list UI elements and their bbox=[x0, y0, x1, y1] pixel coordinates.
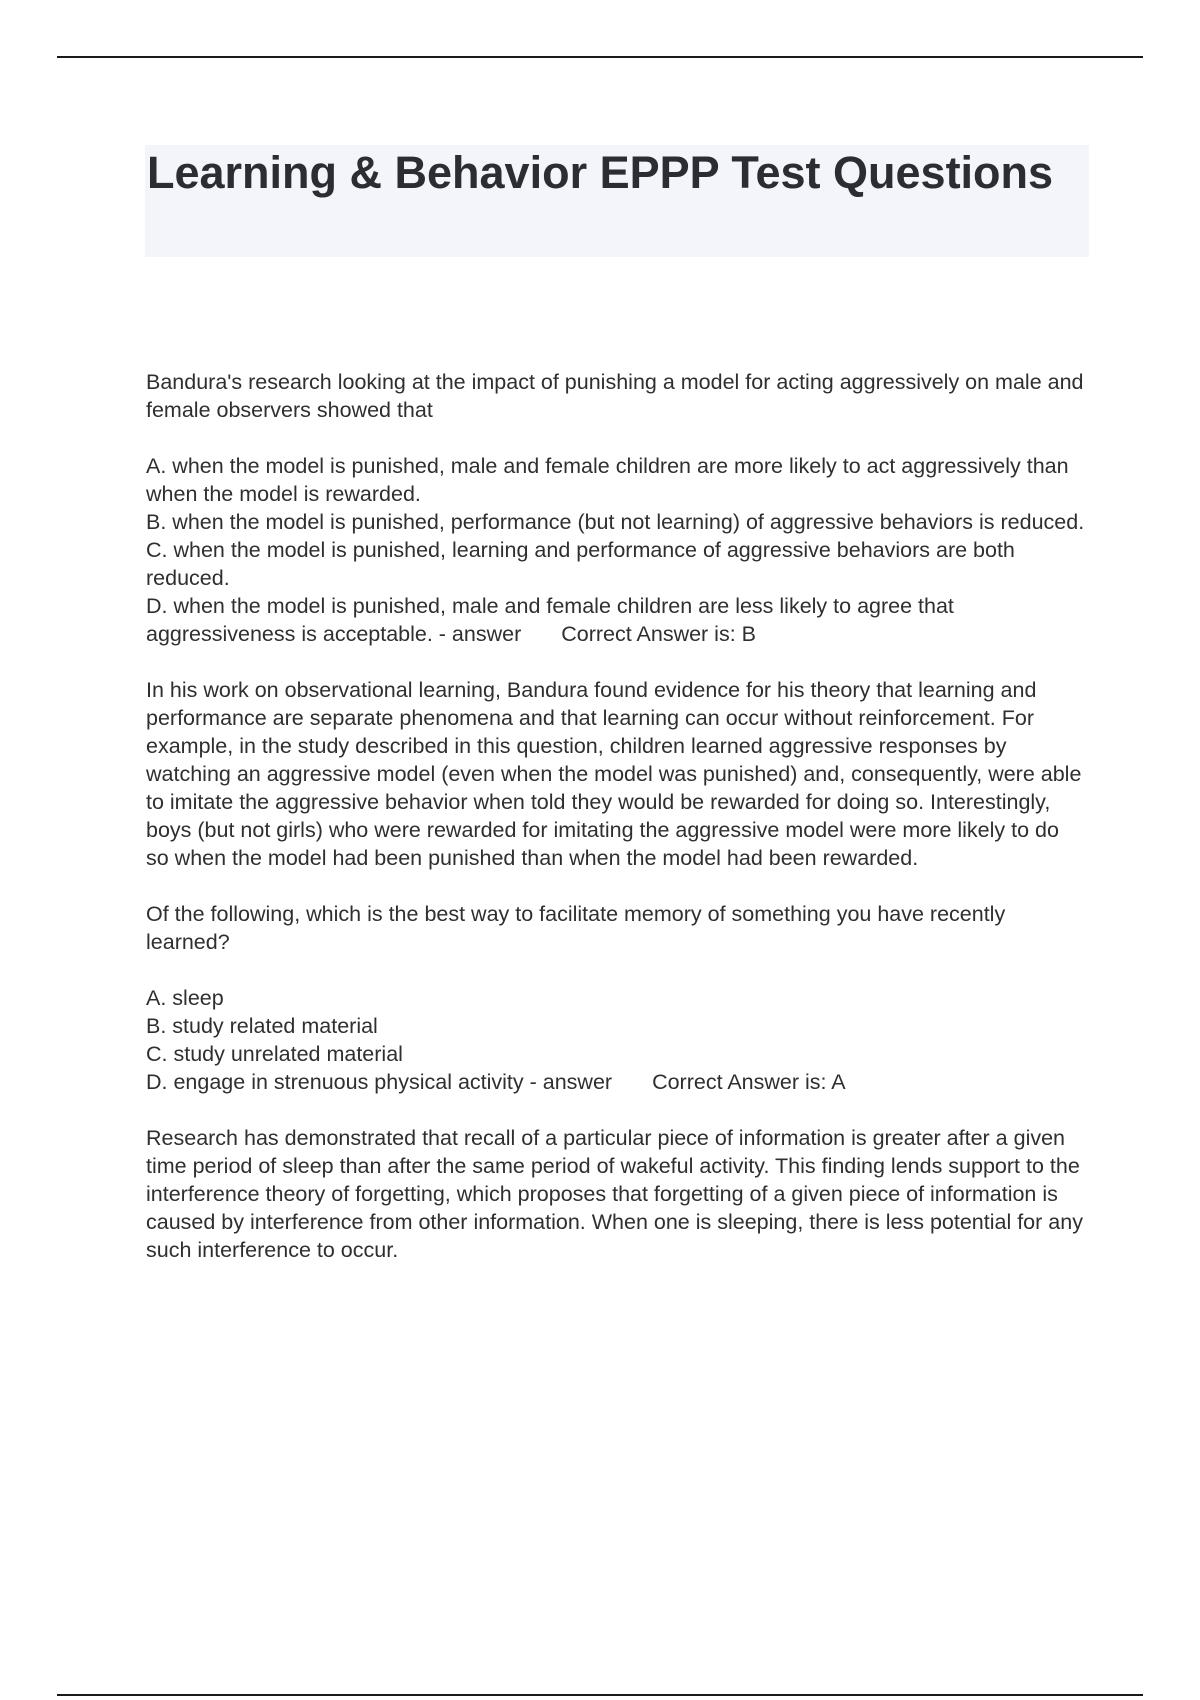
question-text: Bandura's research looking at the impact of punishing a model for acting aggressively on male and female observers showed that bbox=[146, 370, 1084, 422]
option-d-with-answer bbox=[146, 1068, 1086, 1096]
question-text: Of the following, which is the best way to facilitate memory of something you have recently learned? bbox=[146, 902, 1006, 954]
top-divider bbox=[57, 56, 1143, 58]
title-banner bbox=[145, 145, 1089, 257]
bottom-divider bbox=[57, 1694, 1143, 1696]
option-c: C. study unrelated material bbox=[146, 1042, 403, 1066]
option-d: D. engage in strenuous physical activity - answer bbox=[146, 1070, 613, 1094]
question-2 bbox=[146, 900, 1086, 956]
document-title: Learning & Behavior EPPP Test Questions bbox=[147, 147, 1054, 198]
correct-answer: Correct Answer is: B bbox=[561, 622, 756, 646]
option-d: D. when the model is punished, male and female children are less likely to agree that aggressiveness is acceptable. - answer bbox=[146, 594, 954, 646]
option-d-with-answer bbox=[146, 592, 1086, 648]
question-2-options bbox=[146, 984, 1086, 1096]
explanation-1 bbox=[146, 676, 1086, 872]
question-1 bbox=[146, 368, 1086, 424]
option-b: B. when the model is punished, performance (but not learning) of aggressive behaviors is reduced. bbox=[146, 510, 1085, 534]
document-body bbox=[146, 368, 1086, 1292]
explanation-text: Research has demonstrated that recall of a particular piece of information is greater after a given time period of sleep than after the same period of wakeful activity. This finding lends support to the interference theory of forgetting, which proposes that forgetting of a given piece of information is caused by interference from other information. When one is sleeping, there is less potential for any such interference to occur. bbox=[146, 1126, 1083, 1262]
explanation-text: In his work on observational learning, Bandura found evidence for his theory that learning and performance are separate phenomena and that learning can occur without reinforcement. For example, in the study described in this question, children learned aggressive responses by watching an aggressive model (even when the model was punished) and, consequently, were able to imitate the aggressive behavior when told they would be rewarded for doing so. Interestingly, boys (but not girls) who were rewarded for imitating the aggressive model were more likely to do so when the model had been punished than when the model had been rewarded. bbox=[146, 678, 1082, 870]
explanation-2 bbox=[146, 1124, 1086, 1264]
correct-answer: Correct Answer is: A bbox=[652, 1070, 846, 1094]
option-c: C. when the model is punished, learning and performance of aggressive behaviors are both reduced. bbox=[146, 538, 1015, 590]
option-b: B. study related material bbox=[146, 1014, 378, 1038]
option-a: A. sleep bbox=[146, 986, 224, 1010]
question-1-options bbox=[146, 452, 1086, 648]
option-a: A. when the model is punished, male and female children are more likely to act aggressively than when the model is rewarded. bbox=[146, 454, 1069, 506]
